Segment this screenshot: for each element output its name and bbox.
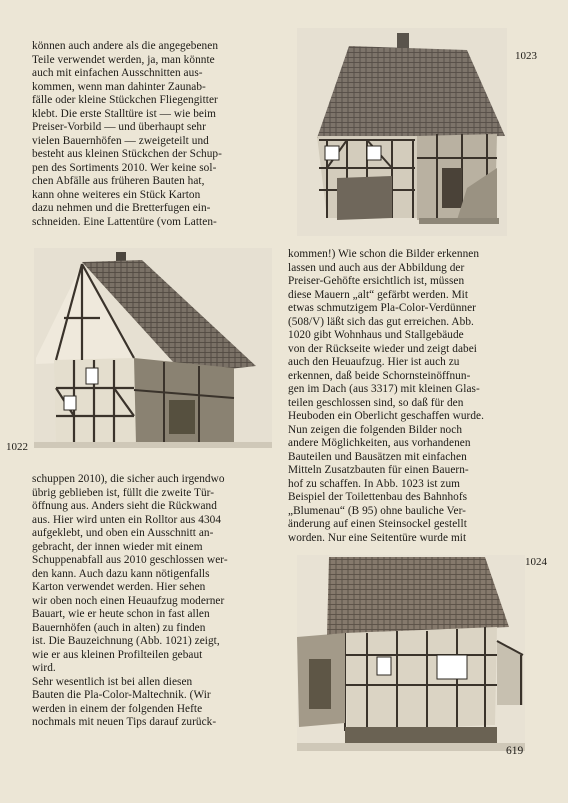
figure-number-1023: 1023 [515, 50, 537, 62]
figure-1024-photo [297, 555, 525, 751]
figure-number-1024: 1024 [525, 556, 547, 568]
text-column-left-bottom: schuppen 2010), die sicher auch irgendwo übrig geblieben ist, füllt die zweite Tür- öffnung aus. Anders sieht die Rückwand aus. Hier wird unten ein Rolltor aus 4304 aufgeklebt, und oben ein Ausschnitt an- gebracht, der innen wieder mit einem Schuppenabfall aus 2010 geschlossen wer- den kann. Auch dazu kann nötigenfalls Karton verwendet werden. Hier sehen wir oben noch einen Heuaufzug moderner Bauart, wie er heute schon in fast allen Bauernhöfen (auch in alten) zu finden ist. Die Bauzeichnung (Abb. 1021) zeigt, wie er aus kleinen Profilteilen gebaut wird. Sehr wesentlich ist bei allen diesen Bauten die Pla-Color-Maltechnik. (Wir werden in einem der folgenden Hefte nochmals mit neuen Tips darauf zurück- [32, 473, 228, 728]
figure-1022-photo [34, 248, 272, 448]
text-column-right: kommen!) Wie schon die Bilder erkennen lassen und auch aus der Abbildung der Preiser-Gehöfte ersichtlich ist, müssen diese Mauern „alt“ gefärbt werden. Mit etwas schmutzigem Pla-Color-Verdünner (508/V) läßt sich das gut erreichen. Abb. 1020 gibt Wohnhaus und Stallgebäude von der Rückseite wieder und zeigt dabei auch den Heuaufzug. Hier ist auch zu erkennen, daß beide Schornsteinöffnun- gen im Dach (aus 3317) mit kleinen Glas- teilen geschlossen sind, so daß für den Heuboden ein Oberlicht geschaffen wurde. Nun zeigen die folgenden Bilder noch andere Möglichkeiten, aus vorhandenen Bauteilen und Bausätzen mit einfachen Mitteln Zusatzbauten für einen Bauern- hof zu schaffen. In Abb. 1023 ist zum Beispiel der Toilettenbau des Bahnhofs „Blumenau“ (B 95) ohne bauliche Ver- änderung auf einen Steinsockel gestellt worden. Nur eine Seitentüre wurde mit [288, 248, 484, 544]
page-number: 619 [506, 745, 524, 757]
text-column-left-top: können auch andere als die angegebenen Teile verwendet werden, ja, man könnte auch mit einfachen Ausschnitten aus- kommen, wenn man dahinter Zaunab- fälle oder kleine Stückchen Fliegengitter klebt. Die erste Stalltüre ist — wie beim Preiser-Vorbild — und überhaupt sehr vielen Bauernhöfen — zweigeteilt und besteht aus kleinen Stückchen der Schup- pen des Sortiments 2010. Wer keine sol- chen Abfälle aus früheren Bauten hat, kann ohne weiteres ein Stück Karton dazu nehmen und die Bretterfugen ein- schneiden. Eine Lattentüre (vom Latten- [32, 40, 222, 228]
figure-number-1022: 1022 [6, 441, 28, 453]
figure-1023-photo [297, 28, 507, 236]
